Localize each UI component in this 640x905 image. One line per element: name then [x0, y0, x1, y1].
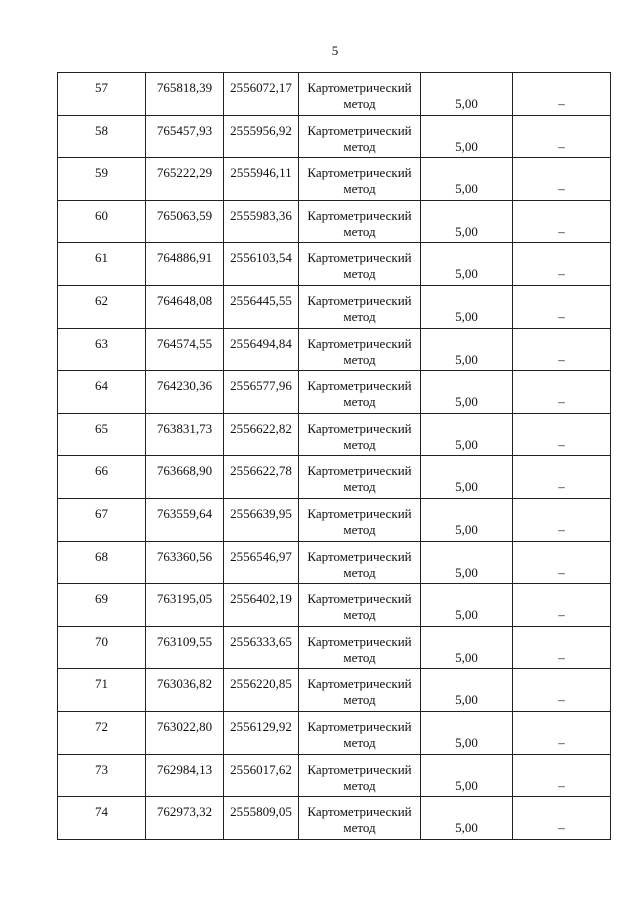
point-number: 68	[95, 548, 108, 564]
method-cell	[299, 754, 421, 797]
description-value: –	[558, 96, 565, 111]
method-line-2: метод	[343, 734, 376, 750]
point-number-cell	[58, 413, 146, 456]
description-value: –	[558, 734, 565, 750]
description-value: –	[558, 266, 565, 282]
method-line-2: метод	[343, 308, 376, 324]
accuracy-cell	[421, 243, 513, 286]
table-row	[58, 584, 611, 627]
point-number-cell	[58, 328, 146, 371]
description-value: –	[558, 351, 565, 367]
x-coordinate: 764886,91	[156, 250, 213, 266]
y-coordinate: 2556445,55	[230, 292, 292, 308]
description-value: –	[558, 777, 565, 793]
method-cell	[299, 115, 421, 158]
accuracy-value: 5,00	[455, 266, 478, 282]
accuracy-value: 5,00	[455, 138, 478, 154]
y-coordinate: 2556220,85	[230, 676, 292, 692]
y-coordinate: 2556494,84	[230, 335, 292, 351]
y-coordinate-cell	[224, 498, 299, 541]
method-line-1: Картометрический	[307, 633, 412, 649]
accuracy-cell	[421, 541, 513, 584]
method-line-1: Картометрический	[307, 80, 412, 95]
point-number-cell	[58, 626, 146, 669]
table-row	[58, 285, 611, 328]
table-row	[58, 243, 611, 286]
accuracy-value: 5,00	[455, 351, 478, 367]
point-number: 63	[95, 335, 108, 351]
accuracy-value: 5,00	[455, 436, 478, 452]
description-cell	[513, 158, 611, 201]
accuracy-value: 5,00	[455, 564, 478, 580]
description-value: –	[558, 607, 565, 623]
method-cell	[299, 584, 421, 627]
description-value: –	[558, 521, 565, 537]
point-number-cell	[58, 797, 146, 840]
y-coordinate-cell	[224, 754, 299, 797]
table-row	[58, 498, 611, 541]
point-number: 70	[95, 633, 108, 649]
accuracy-cell	[421, 584, 513, 627]
table-row	[58, 371, 611, 414]
description-value: –	[558, 394, 565, 410]
method-cell	[299, 73, 421, 116]
y-coordinate-cell	[224, 200, 299, 243]
description-value: –	[558, 564, 565, 580]
point-number: 58	[95, 122, 108, 138]
method-line-1: Картометрический	[307, 804, 412, 820]
method-line-1: Картометрический	[307, 548, 412, 564]
y-coordinate: 2556333,65	[230, 633, 292, 649]
x-coordinate-cell	[146, 456, 224, 499]
x-coordinate: 763036,82	[156, 676, 213, 692]
accuracy-cell	[421, 371, 513, 414]
y-coordinate-cell	[224, 158, 299, 201]
description-cell	[513, 371, 611, 414]
accuracy-value: 5,00	[455, 692, 478, 708]
point-number: 66	[95, 463, 108, 479]
y-coordinate-cell	[224, 413, 299, 456]
method-line-2: метод	[343, 181, 376, 197]
point-number: 64	[95, 378, 108, 394]
method-line-2: метод	[343, 96, 376, 111]
accuracy-cell	[421, 754, 513, 797]
table-row	[58, 200, 611, 243]
method-line-1: Картометрический	[307, 292, 412, 308]
table-row	[58, 73, 611, 116]
table-row	[58, 711, 611, 754]
point-number-cell	[58, 584, 146, 627]
description-cell	[513, 285, 611, 328]
accuracy-cell	[421, 626, 513, 669]
method-cell	[299, 285, 421, 328]
method-cell	[299, 413, 421, 456]
table-body	[58, 73, 611, 840]
point-number-cell	[58, 285, 146, 328]
accuracy-cell	[421, 285, 513, 328]
method-line-1: Картометрический	[307, 122, 412, 138]
table-row	[58, 754, 611, 797]
method-line-2: метод	[343, 607, 376, 623]
accuracy-value: 5,00	[455, 181, 478, 197]
y-coordinate: 2555956,92	[230, 122, 292, 138]
accuracy-value: 5,00	[455, 734, 478, 750]
method-line-1: Картометрический	[307, 420, 412, 436]
point-number: 73	[95, 761, 108, 777]
y-coordinate-cell	[224, 669, 299, 712]
point-number-cell	[58, 200, 146, 243]
y-coordinate-cell	[224, 711, 299, 754]
method-line-2: метод	[343, 138, 376, 154]
x-coordinate: 763668,90	[156, 463, 213, 479]
x-coordinate-cell	[146, 754, 224, 797]
table-row	[58, 626, 611, 669]
table-row	[58, 328, 611, 371]
point-number-cell	[58, 456, 146, 499]
point-number: 74	[95, 804, 108, 820]
x-coordinate: 765063,59	[156, 207, 213, 223]
description-value: –	[558, 181, 565, 197]
method-line-1: Картометрический	[307, 165, 412, 181]
description-value: –	[558, 479, 565, 495]
y-coordinate-cell	[224, 371, 299, 414]
point-number-cell	[58, 158, 146, 201]
method-line-1: Картометрический	[307, 207, 412, 223]
x-coordinate-cell	[146, 243, 224, 286]
method-line-2: метод	[343, 436, 376, 452]
point-number: 72	[95, 718, 108, 734]
table-row	[58, 669, 611, 712]
description-value: –	[558, 649, 565, 665]
x-coordinate-cell	[146, 626, 224, 669]
method-cell	[299, 626, 421, 669]
method-cell	[299, 498, 421, 541]
y-coordinate: 2556402,19	[230, 591, 292, 607]
x-coordinate-cell	[146, 371, 224, 414]
method-line-1: Картометрический	[307, 676, 412, 692]
description-value: –	[558, 692, 565, 708]
description-cell	[513, 413, 611, 456]
method-cell	[299, 328, 421, 371]
x-coordinate-cell	[146, 541, 224, 584]
y-coordinate-cell	[224, 456, 299, 499]
description-cell	[513, 115, 611, 158]
x-coordinate: 763559,64	[156, 505, 213, 521]
method-cell	[299, 797, 421, 840]
method-cell	[299, 243, 421, 286]
x-coordinate: 763831,73	[156, 420, 213, 436]
description-cell	[513, 73, 611, 116]
accuracy-value: 5,00	[455, 777, 478, 793]
x-coordinate-cell	[146, 328, 224, 371]
point-number-cell	[58, 541, 146, 584]
accuracy-value: 5,00	[455, 607, 478, 623]
x-coordinate: 764230,36	[156, 378, 213, 394]
y-coordinate: 2556622,82	[230, 420, 292, 436]
y-coordinate-cell	[224, 797, 299, 840]
y-coordinate: 2556103,54	[230, 250, 292, 266]
method-line-2: метод	[343, 564, 376, 580]
method-line-2: метод	[343, 479, 376, 495]
y-coordinate-cell	[224, 584, 299, 627]
point-number-cell	[58, 371, 146, 414]
y-coordinate-cell	[224, 541, 299, 584]
x-coordinate: 763022,80	[156, 718, 213, 734]
method-line-1: Картометрический	[307, 718, 412, 734]
description-cell	[513, 626, 611, 669]
method-line-1: Картометрический	[307, 761, 412, 777]
accuracy-cell	[421, 498, 513, 541]
page-number: 5	[331, 43, 339, 58]
description-cell	[513, 584, 611, 627]
point-number-cell	[58, 498, 146, 541]
method-cell	[299, 371, 421, 414]
y-coordinate: 2556639,95	[230, 505, 292, 521]
description-cell	[513, 243, 611, 286]
description-cell	[513, 200, 611, 243]
x-coordinate-cell	[146, 498, 224, 541]
point-number-cell	[58, 754, 146, 797]
method-line-1: Картометрический	[307, 378, 412, 394]
accuracy-cell	[421, 797, 513, 840]
point-number: 62	[95, 292, 108, 308]
method-line-2: метод	[343, 266, 376, 282]
x-coordinate-cell	[146, 200, 224, 243]
description-value: –	[558, 308, 565, 324]
accuracy-cell	[421, 711, 513, 754]
y-coordinate: 2556072,17	[230, 80, 292, 95]
point-number: 67	[95, 505, 108, 521]
table-row	[58, 413, 611, 456]
x-coordinate-cell	[146, 413, 224, 456]
x-coordinate: 764574,55	[156, 335, 213, 351]
point-number: 65	[95, 420, 108, 436]
point-number: 57	[95, 80, 108, 95]
method-line-2: метод	[343, 394, 376, 410]
point-number: 71	[95, 676, 108, 692]
method-cell	[299, 200, 421, 243]
description-value: –	[558, 138, 565, 154]
x-coordinate: 763109,55	[156, 633, 213, 649]
accuracy-cell	[421, 200, 513, 243]
accuracy-cell	[421, 328, 513, 371]
method-cell	[299, 456, 421, 499]
method-line-1: Картометрический	[307, 250, 412, 266]
y-coordinate: 2555946,11	[230, 165, 292, 181]
method-line-2: метод	[343, 223, 376, 239]
x-coordinate: 763360,56	[156, 548, 213, 564]
point-number: 60	[95, 207, 108, 223]
table-row	[58, 115, 611, 158]
y-coordinate-cell	[224, 626, 299, 669]
accuracy-value: 5,00	[455, 479, 478, 495]
accuracy-cell	[421, 115, 513, 158]
x-coordinate-cell	[146, 285, 224, 328]
description-cell	[513, 541, 611, 584]
x-coordinate: 763195,05	[156, 591, 213, 607]
x-coordinate-cell	[146, 797, 224, 840]
table-row	[58, 541, 611, 584]
description-cell	[513, 669, 611, 712]
x-coordinate: 765222,29	[156, 165, 213, 181]
method-line-2: метод	[343, 820, 376, 836]
table-row	[58, 797, 611, 840]
description-cell	[513, 456, 611, 499]
accuracy-value: 5,00	[455, 649, 478, 665]
description-cell	[513, 754, 611, 797]
x-coordinate-cell	[146, 73, 224, 116]
point-number-cell	[58, 669, 146, 712]
accuracy-value: 5,00	[455, 96, 478, 111]
y-coordinate-cell	[224, 243, 299, 286]
y-coordinate: 2555983,36	[230, 207, 292, 223]
x-coordinate: 764648,08	[156, 292, 213, 308]
description-cell	[513, 797, 611, 840]
x-coordinate: 765818,39	[156, 80, 213, 95]
method-line-2: метод	[343, 521, 376, 537]
table-row	[58, 456, 611, 499]
y-coordinate: 2556017,62	[230, 761, 292, 777]
description-cell	[513, 328, 611, 371]
x-coordinate: 762984,13	[156, 761, 213, 777]
point-number: 69	[95, 591, 108, 607]
description-cell	[513, 498, 611, 541]
accuracy-cell	[421, 73, 513, 116]
method-line-1: Картометрический	[307, 463, 412, 479]
accuracy-value: 5,00	[455, 394, 478, 410]
accuracy-value: 5,00	[455, 223, 478, 239]
x-coordinate: 762973,32	[156, 804, 213, 820]
method-cell	[299, 541, 421, 584]
y-coordinate-cell	[224, 285, 299, 328]
y-coordinate: 2556546,97	[230, 548, 292, 564]
accuracy-cell	[421, 158, 513, 201]
accuracy-cell	[421, 669, 513, 712]
y-coordinate-cell	[224, 115, 299, 158]
method-line-2: метод	[343, 649, 376, 665]
y-coordinate: 2556577,96	[230, 378, 292, 394]
method-line-2: метод	[343, 351, 376, 367]
method-line-1: Картометрический	[307, 591, 412, 607]
accuracy-value: 5,00	[455, 308, 478, 324]
accuracy-value: 5,00	[455, 820, 478, 836]
description-value: –	[558, 223, 565, 239]
x-coordinate-cell	[146, 115, 224, 158]
accuracy-cell	[421, 456, 513, 499]
accuracy-value: 5,00	[455, 521, 478, 537]
y-coordinate: 2556622,78	[230, 463, 292, 479]
method-cell	[299, 711, 421, 754]
y-coordinate: 2555809,05	[230, 804, 292, 820]
table-row	[58, 158, 611, 201]
accuracy-cell	[421, 413, 513, 456]
y-coordinate-cell	[224, 73, 299, 116]
method-line-2: метод	[343, 692, 376, 708]
point-number-cell	[58, 73, 146, 116]
method-line-1: Картометрический	[307, 335, 412, 351]
description-value: –	[558, 436, 565, 452]
x-coordinate-cell	[146, 669, 224, 712]
method-line-2: метод	[343, 777, 376, 793]
x-coordinate-cell	[146, 711, 224, 754]
x-coordinate-cell	[146, 158, 224, 201]
y-coordinate-cell	[224, 328, 299, 371]
description-value: –	[558, 820, 565, 836]
y-coordinate: 2556129,92	[230, 718, 292, 734]
method-line-1: Картометрический	[307, 505, 412, 521]
point-number: 59	[95, 165, 108, 181]
description-cell	[513, 711, 611, 754]
x-coordinate-cell	[146, 584, 224, 627]
x-coordinate: 765457,93	[156, 122, 213, 138]
method-cell	[299, 158, 421, 201]
method-cell	[299, 669, 421, 712]
point-number-cell	[58, 115, 146, 158]
point-number-cell	[58, 243, 146, 286]
point-number-cell	[58, 711, 146, 754]
coordinates-table	[57, 72, 611, 840]
point-number: 61	[95, 250, 108, 266]
